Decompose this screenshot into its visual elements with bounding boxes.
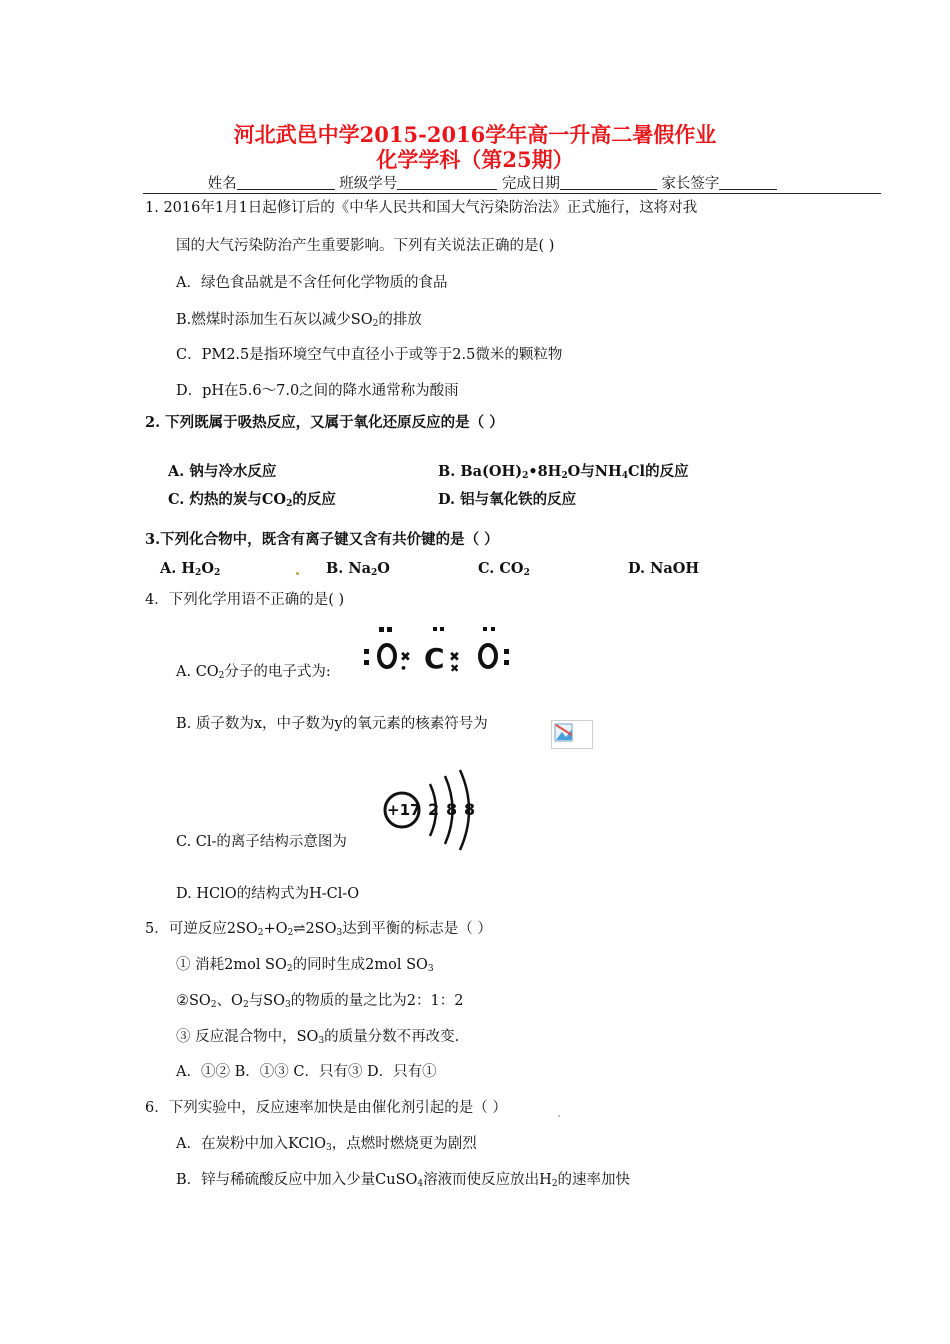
nuclide-symbol-broken-image (551, 720, 593, 749)
q5-answer-options: A．①② B．①③ C．只有③ D．只有① (176, 1064, 437, 1080)
page-subtitle: 化学学科（第25期） (376, 147, 574, 172)
q4-option-c: C. Cl-的离子结构示意图为 (176, 834, 347, 850)
shell-1-electrons: 2 (428, 800, 440, 819)
q1-option-b: B.燃煤时添加生石灰以减少$SO_2$的排放 (176, 312, 422, 329)
name-label: 姓名 (207, 176, 237, 192)
date-blank[interactable] (560, 174, 657, 190)
svg-text:✖: ✖ (450, 662, 460, 672)
q5-condition-3: ③ 反应混合物中，$SO_3$的质量分数不再改变. (176, 1029, 460, 1046)
svg-text:✖: ✖ (400, 650, 411, 665)
class-id-label: 班级学号 (339, 176, 398, 192)
q3-option-c: C. $CO_2$ (478, 560, 530, 578)
q2-stem: 2. 下列既属于吸热反应，又属于氧化还原反应的是（ ） (145, 414, 504, 431)
q4-stem: 4．下列化学用语不正确的是( ) (145, 592, 345, 608)
svg-text:•: • (400, 662, 408, 672)
q6-option-a: A．在炭粉中加入KClO$_3$，点燃时燃烧更为剧烈 (176, 1136, 477, 1153)
parent-signature-blank[interactable] (719, 174, 777, 190)
q1-option-c: C．PM2.5是指环境空气中直径小于或等于2.5微米的颗粒物 (176, 347, 563, 363)
q4-option-b: B. 质子数为x，中子数为y的氧元素的核素符号为 (176, 716, 488, 732)
co2-electron-formula-image (360, 624, 520, 672)
stray-dot (296, 572, 299, 575)
parent-signature-label: 家长签字 (661, 176, 720, 192)
q2-option-b: B. $Ba(OH)_2•8H_2O$与$NH_4Cl$的反应 (438, 463, 689, 481)
q3-option-a: A. $H_2O_2$ (160, 560, 221, 578)
q5-condition-2: $②SO_2$、$O_2$与$SO_3$的物质的量之比为2：1：2 (176, 993, 464, 1010)
stray-mark (558, 1115, 560, 1117)
svg-text:✖: ✖ (449, 650, 460, 665)
q3-option-b: B. $Na_2O$ (326, 560, 390, 578)
shell-2-electrons: 8 (446, 800, 458, 819)
q3-stem: 3.下列化合物中，既含有离子键又含有共价键的是（ ） (145, 531, 499, 548)
name-blank[interactable] (237, 174, 335, 190)
q5-stem: 5．可逆反应$2SO_2+O_2\rightleftharpoons 2SO_3$达到平衡的标志是（ ） (145, 921, 492, 938)
q3-option-d: D. NaOH (628, 560, 700, 577)
shell-3-electrons: 8 (464, 800, 476, 819)
page-title: 河北武邑中学2015-2016学年高一升高二暑假作业 (233, 122, 717, 147)
q2-option-c: C. 灼热的炭与$CO_2$的反应 (168, 491, 336, 509)
nucleus-charge: +17 (387, 801, 421, 819)
q4-option-d: D. HClO的结构式为H-Cl-O (176, 886, 360, 902)
student-info-row (143, 174, 881, 194)
q4-option-a: A. $CO_2$分子的电子式为: (176, 664, 331, 681)
q2-option-a: A. 钠与冷水反应 (168, 463, 277, 480)
q1-option-a: A．绿色食品就是不含任何化学物质的食品 (176, 275, 448, 291)
cl-ion-structure-diagram (382, 766, 482, 852)
q6-option-b: B．锌与稀硫酸反应中加入少量CuSO$_4$溶液而使反应放出$H_2$的速率加快 (176, 1172, 631, 1189)
q1-option-d: D．pH在5.6～7.0之间的降水通常称为酸雨 (176, 383, 459, 399)
q5-condition-1: ① 消耗2mol $SO_2$的同时生成2mol $SO_3$ (176, 957, 434, 974)
broken-image-icon (554, 723, 574, 743)
svg-text:C: C (424, 642, 445, 672)
date-label: 完成日期 (501, 176, 560, 192)
q1-stem-line1: 1. 2016年1月1日起修订后的《中华人民共和国大气污染防治法》正式施行，这将对我 (145, 200, 698, 216)
q6-stem: 6．下列实验中，反应速率加快是由催化剂引起的是（ ） (145, 1100, 507, 1116)
q1-stem-line2: 国的大气污染防治产生重要影响。下列有关说法正确的是( ) (176, 238, 555, 254)
class-id-blank[interactable] (397, 174, 497, 190)
q2-option-d: D. 铝与氧化铁的反应 (438, 491, 577, 508)
